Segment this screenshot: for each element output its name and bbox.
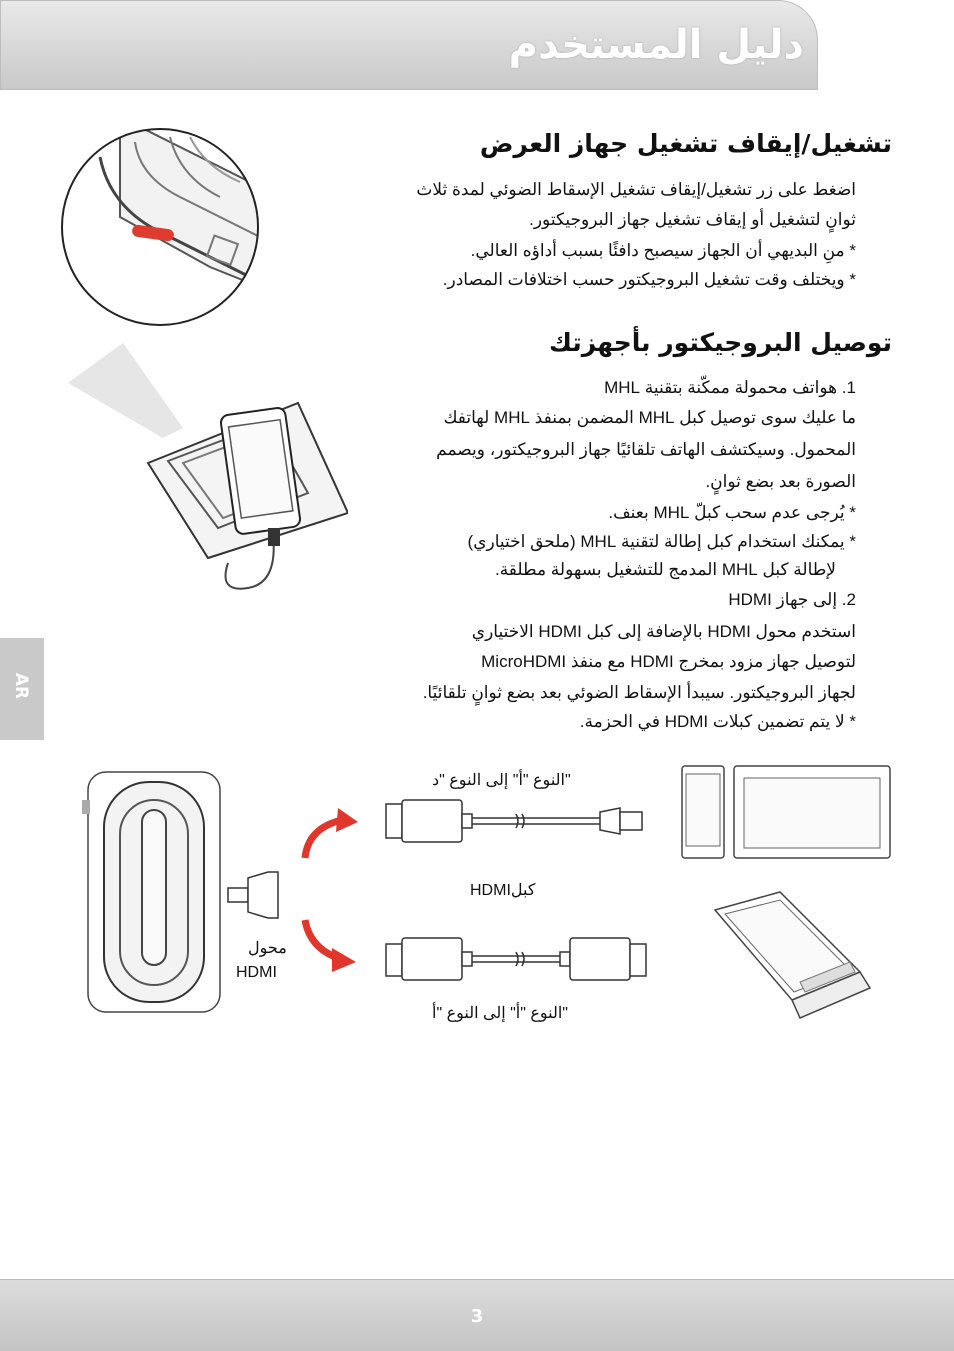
hdmi-adapter [228, 872, 278, 918]
section-connect-step-2: 2. إلى جهاز HDMI [728, 590, 856, 609]
cable-a-to-d-label: "النوع "أ" إلى النوع "د [432, 772, 571, 789]
smartphone-device [682, 766, 724, 858]
cable-a-to-a-label: "النوع "أ" إلى النوع "أ [432, 1005, 568, 1022]
adapter-label-line-2: HDMI [236, 964, 277, 981]
section-connect-step-1: 1. هواتف محمولة ممكّنة بتقنية MHL [604, 378, 856, 397]
section-connect-note-4: * لا يتم تضمين كبلات HDMI في الحزمة. [579, 712, 856, 731]
section-power-heading: تشغيل/إيقاف تشغيل جهاز العرض [479, 129, 892, 158]
section-connect-line-4: الصورة بعد بضع ثوانٍ. [705, 472, 856, 491]
section-connect-line-10: لتوصيل جهاز مزود بمخرج HDMI مع منفذ MicroHDMI [481, 652, 856, 671]
hdmi-connection-diagram [80, 760, 900, 1040]
section-power-note-1: * منِ البديهي أن الجهاز سيصبح دافئًا بسبب أداؤه العالي. [470, 241, 856, 260]
language-tab-label: AR [11, 672, 32, 700]
power-button-illustration [60, 127, 260, 327]
arrow-up [305, 820, 342, 858]
section-power-line-2: ثوانٍ لتشغيل أو إيقاف تشغيل جهاز البروجيكتور. [529, 210, 856, 229]
section-connect-line-2: ما عليك سوى توصيل كبل MHL المضمن بمنفذ MHL لهاتفك [443, 408, 856, 427]
language-tab [0, 638, 44, 740]
tablet-device [734, 766, 890, 858]
adapter-label-line-1: محول [248, 940, 287, 957]
hdmi-cable-a-to-d [386, 800, 642, 842]
section-connect-line-11: لجهاز البروجيكتور. سيبدأ الإسقاط الضوئي بعد بضع ثوانٍ تلقائيًا. [422, 683, 856, 702]
hdmi-cable-a-to-a [386, 938, 646, 980]
laptop-device [715, 892, 870, 1018]
section-connect-note-2: * يمكنك استخدام كبل إطالة لتقنية MHL (ملحق اختياري) [467, 532, 856, 551]
section-connect-line-3: المحمول. وسيكتشف الهاتف تلقائيًا جهاز البروجيكتور، ويصمم [436, 440, 856, 459]
section-connect-note-1: * يُرجى عدم سحب كبلّ MHL بعنف. [608, 503, 856, 522]
page-title: دليل المستخدم [508, 22, 804, 68]
section-connect-heading: توصيل البروجيكتور بأجهزتك [549, 328, 892, 357]
phone-connection-illustration [68, 343, 348, 605]
section-power-note-2: * ويختلف وقت تشغيل البروجيكتور حسب اختلافات المصادر. [442, 270, 856, 289]
section-connect-note-3: لإطالة كبل MHL المدمج للتشغيل بسهولة مطلقة. [494, 560, 836, 579]
page-number: 3 [470, 1306, 484, 1327]
projector-front-view [82, 772, 220, 1012]
section-power-line-1: اضغط على زر تشغيل/إيقاف تشغيل الإسقاط الضوئي لمدة ثلاث [416, 180, 856, 199]
section-connect-line-9: استخدم محول HDMI بالإضافة إلى كبل HDMI الاختياري [471, 622, 856, 641]
hdmi-cable-label: HDMIكبل [470, 882, 536, 899]
